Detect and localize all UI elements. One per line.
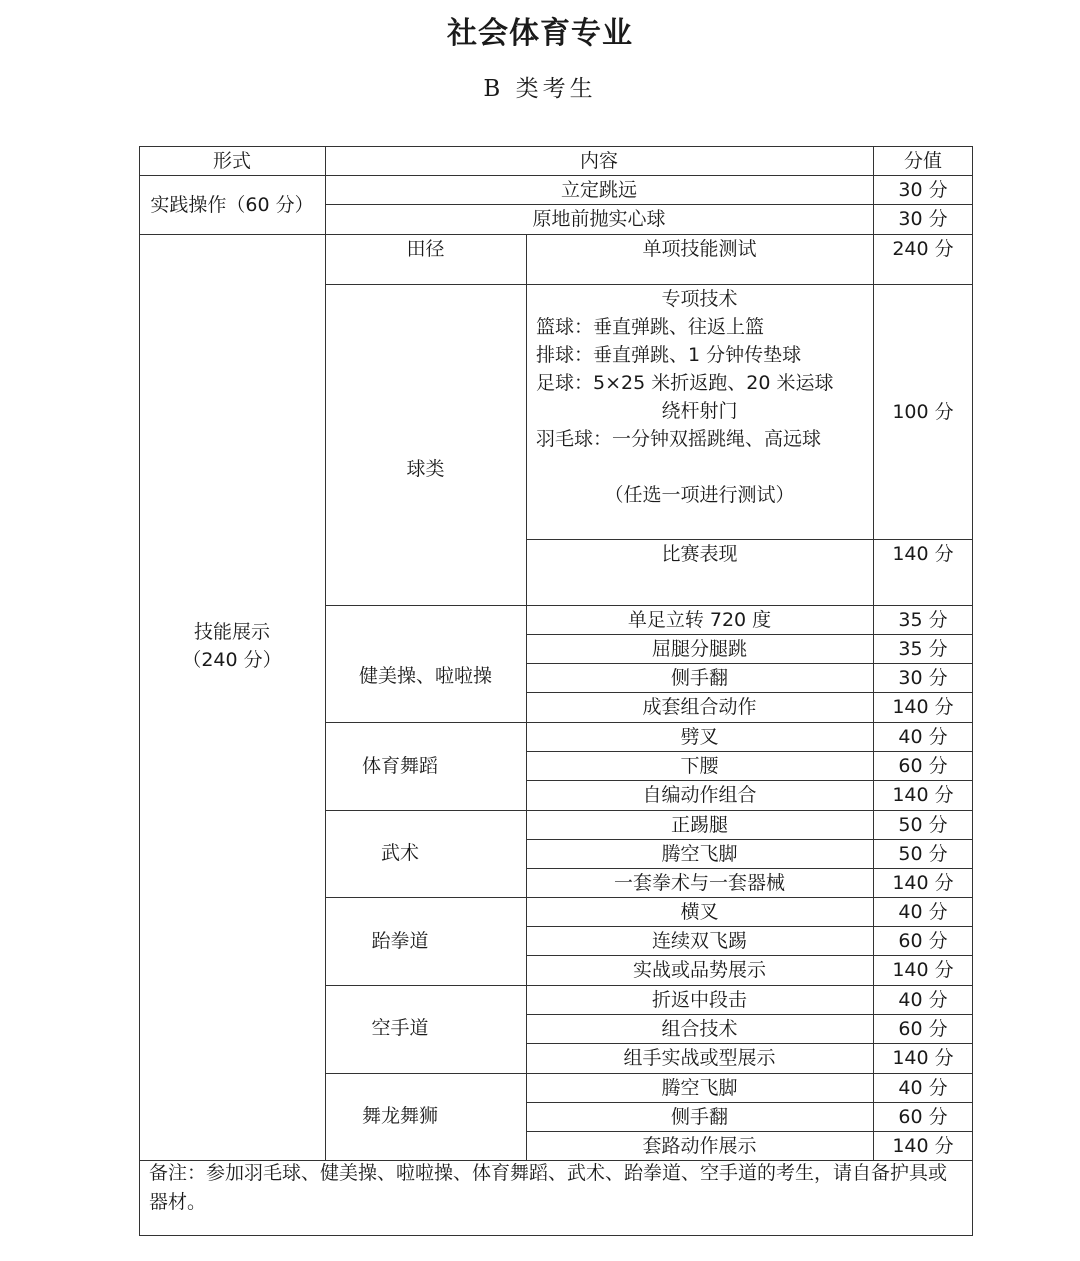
skill-item: 横叉 xyxy=(680,900,719,923)
practice-item: 原地前抛实心球 xyxy=(532,208,666,230)
category-ball: 球类 xyxy=(406,458,445,480)
category-aerobics: 健美操、啦啦操 xyxy=(358,665,492,687)
skill-item: 组合技术 xyxy=(661,1017,738,1040)
skill-score: 140 分 xyxy=(892,784,954,806)
skill-score: 140 分 xyxy=(892,1134,954,1157)
practice-form-label: 实践操作（60 分） xyxy=(150,193,314,216)
skill-item: 劈叉 xyxy=(680,725,719,748)
skill-item: 组手实战或型展示 xyxy=(623,1047,776,1069)
skill-score: 50 分 xyxy=(898,813,948,836)
skill-score: 140 分 xyxy=(892,871,954,894)
skill-item: 腾空飞脚 xyxy=(661,1076,738,1099)
category-karate: 空手道 xyxy=(371,1017,429,1039)
skill-score: 35 分 xyxy=(898,637,948,660)
ball-technique-note: （任选一项进行测试） xyxy=(604,484,795,506)
skill-score: 40 分 xyxy=(898,725,948,748)
skill-score: 140 分 xyxy=(892,696,954,718)
header-content: 内容 xyxy=(579,149,618,172)
practice-score: 30 分 xyxy=(898,208,948,230)
track-item: 单项技能测试 xyxy=(642,238,757,260)
skill-item: 套路动作展示 xyxy=(642,1134,757,1157)
track-score: 240 分 xyxy=(892,238,954,260)
skills-form-points: （240 分） xyxy=(182,649,282,671)
header-score: 分值 xyxy=(903,149,942,172)
category-track: 田径 xyxy=(406,238,445,260)
skill-score: 40 分 xyxy=(898,988,948,1011)
score-table xyxy=(139,146,973,1236)
skill-score: 60 分 xyxy=(898,1017,948,1040)
practice-score: 30 分 xyxy=(898,178,948,201)
skills-form-title: 技能展示 xyxy=(193,621,270,643)
skill-item: 实战或品势展示 xyxy=(632,959,766,981)
skill-score: 140 分 xyxy=(892,959,954,981)
skill-score: 140 分 xyxy=(892,1047,954,1069)
practice-item: 立定跳远 xyxy=(560,178,637,201)
column-divider-form xyxy=(325,146,326,1161)
skill-score: 40 分 xyxy=(898,1076,948,1099)
ball-match-item: 比赛表现 xyxy=(661,543,738,565)
ball-technique-score: 100 分 xyxy=(892,400,954,423)
skill-score: 60 分 xyxy=(898,929,948,952)
ball-technique-line: 羽毛球：一分钟双摇跳绳、高远球 xyxy=(536,428,822,450)
ball-technique-line: 足球：5×25 米折返跑、20 米运球 xyxy=(536,372,834,394)
ball-technique-line: 排球：垂直弹跳、1 分钟传垫球 xyxy=(536,344,802,366)
ball-technique-line: 篮球：垂直弹跳、往返上篮 xyxy=(536,316,765,338)
table-border-left xyxy=(139,146,140,1236)
ball-match-score: 140 分 xyxy=(892,543,954,565)
skill-item: 一套拳术与一套器械 xyxy=(613,871,785,894)
ball-technique-item xyxy=(526,284,873,524)
category-dragon-lion: 舞龙舞狮 xyxy=(361,1105,438,1127)
skills-form-label xyxy=(139,616,325,676)
header-form: 形式 xyxy=(212,149,251,172)
skill-score: 60 分 xyxy=(898,754,948,777)
category-dance: 体育舞蹈 xyxy=(361,755,438,777)
skill-item: 下腰 xyxy=(680,754,719,777)
skill-item: 折返中段击 xyxy=(651,988,747,1011)
category-taekwondo: 跆拳道 xyxy=(371,930,429,952)
ball-technique-line: 绕杆射门 xyxy=(661,400,738,422)
skill-item: 屈腿分腿跳 xyxy=(651,637,747,660)
table-border-bottom xyxy=(139,1235,973,1236)
table-note: 备注：参加羽毛球、健美操、啦啦操、体育舞蹈、武术、跆拳道、空手道的考生，请自备护具或器材。 xyxy=(149,1162,948,1213)
skill-item: 腾空飞脚 xyxy=(661,842,738,865)
skill-item: 正踢腿 xyxy=(670,813,728,836)
skill-item: 自编动作组合 xyxy=(642,784,757,806)
ball-technique-title: 专项技术 xyxy=(661,288,738,310)
skill-score: 30 分 xyxy=(898,666,948,689)
skill-item: 侧手翻 xyxy=(670,1105,728,1128)
skill-score: 60 分 xyxy=(898,1105,948,1128)
skill-item: 连续双飞踢 xyxy=(651,929,747,952)
skill-score: 40 分 xyxy=(898,900,948,923)
skill-item: 侧手翻 xyxy=(670,666,728,689)
skill-score: 50 分 xyxy=(898,842,948,865)
page-subtitle: B 类考生 xyxy=(483,76,597,102)
skill-item: 单足立转 720 度 xyxy=(627,608,772,631)
skill-score: 35 分 xyxy=(898,608,948,631)
page-title: 社会体育专业 xyxy=(447,16,633,51)
category-wushu: 武术 xyxy=(380,842,419,864)
skill-item: 成套组合动作 xyxy=(642,696,757,718)
